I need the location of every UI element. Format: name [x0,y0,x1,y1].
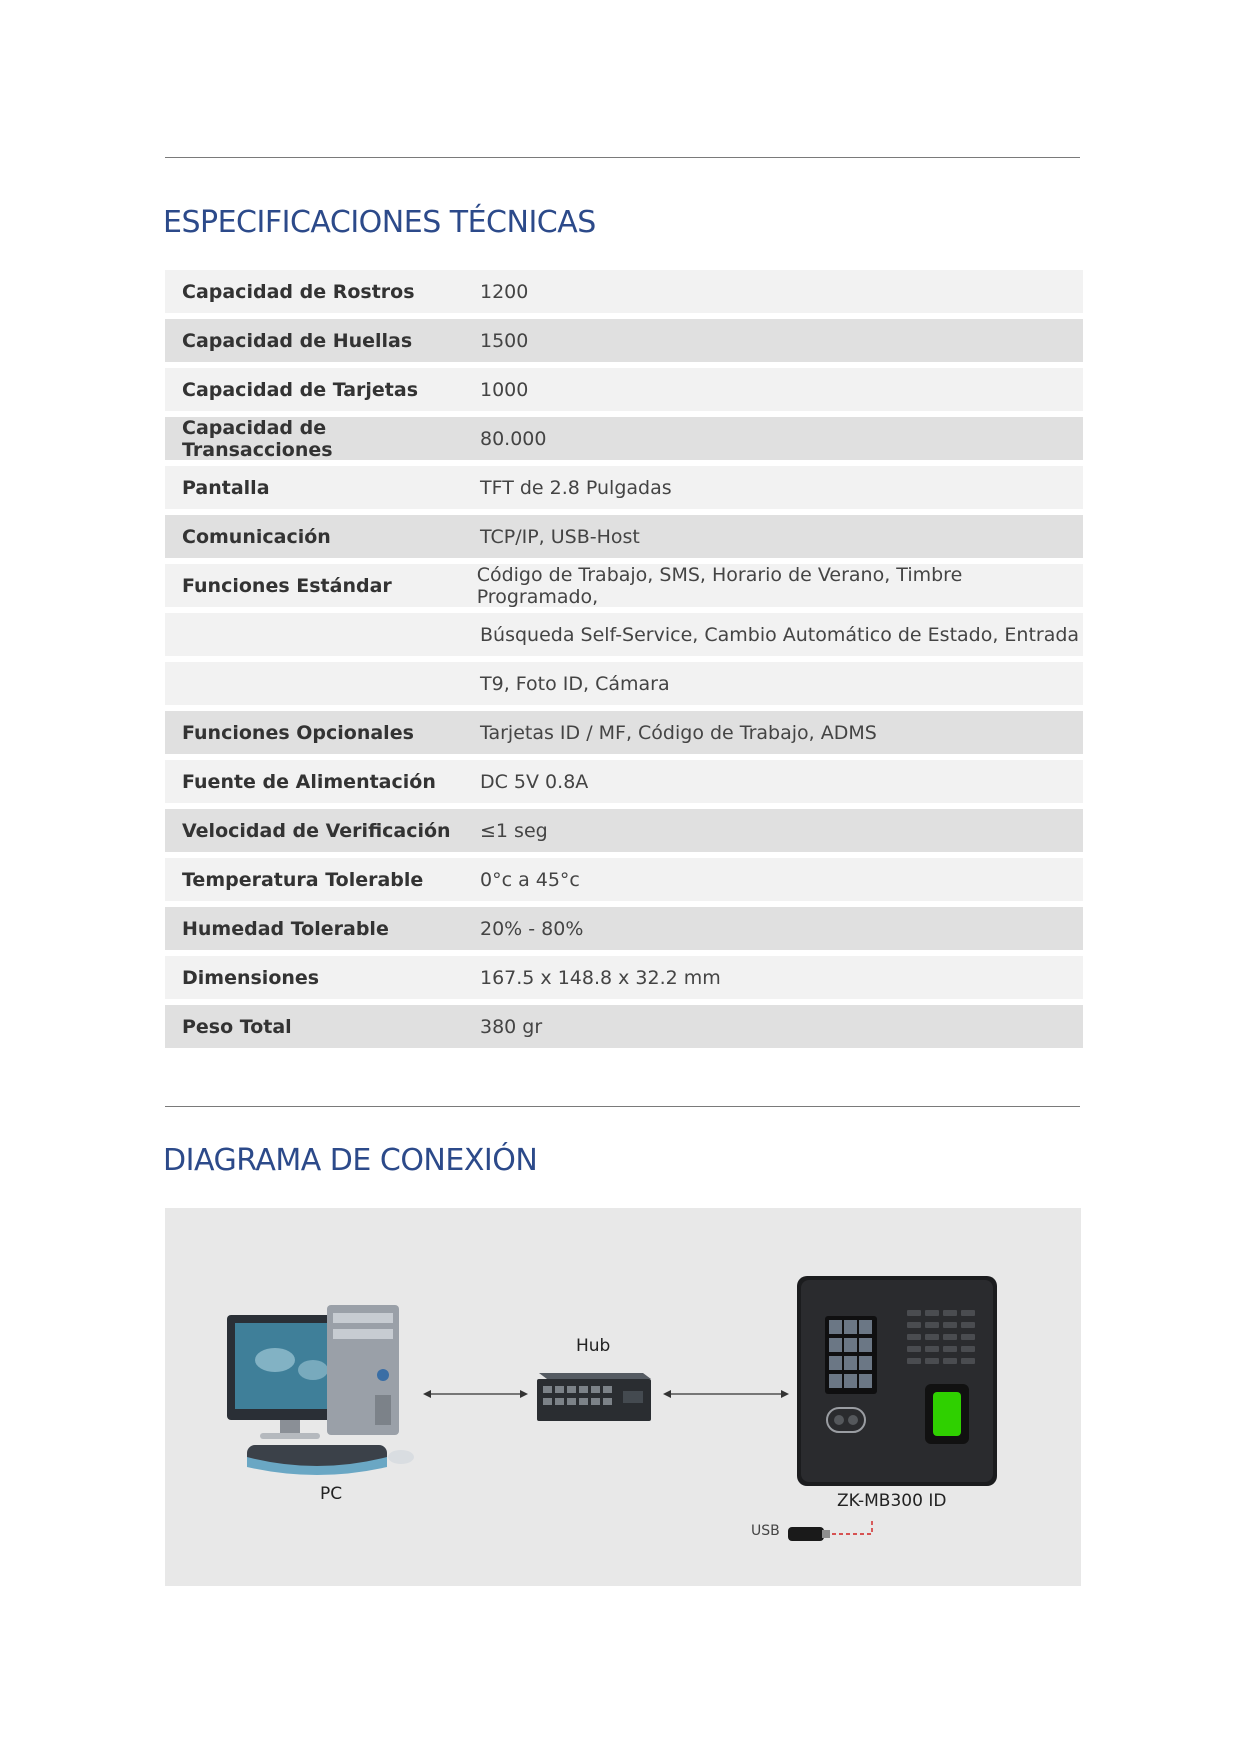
pc-icon [225,1305,415,1485]
usb-stick-icon [786,1517,896,1545]
spec-row [165,564,1083,607]
specs-table [165,270,1083,1054]
pc-label: PC [320,1484,343,1504]
spec-value: Búsqueda Self-Service, Cambio Automático de Estado, Entrada [480,623,1080,646]
top-divider [165,157,1080,158]
hub-label: Hub [576,1336,611,1356]
spec-label: Velocidad de Verificación [182,819,451,842]
spec-value: TFT de 2.8 Pulgadas [480,476,672,499]
spec-row [165,417,1083,460]
terminal-icon [795,1274,1000,1489]
spec-value: 1000 [480,378,529,401]
spec-row [165,907,1083,950]
spec-row [165,809,1083,852]
specs-title: ESPECIFICACIONES TÉCNICAS [163,205,596,240]
spec-row [165,760,1083,803]
spec-value: 1500 [480,329,529,352]
spec-label: Funciones Estándar [182,574,392,597]
spec-label: Temperatura Tolerable [182,868,424,891]
usb-label: USB [751,1523,780,1539]
spec-row [165,319,1083,362]
spec-label: Capacidad de Transacciones [182,416,333,461]
spec-row [165,1005,1083,1048]
spec-value: 80.000 [480,427,547,450]
hub-icon [533,1365,653,1423]
spec-label: Funciones Opcionales [182,721,414,744]
spec-label: Humedad Tolerable [182,917,389,940]
spec-label: Capacidad de Tarjetas [182,378,419,401]
spec-value: 167.5 x 148.8 x 32.2 mm [480,966,721,989]
connection-diagram [165,1208,1081,1586]
spec-value: 380 gr [480,1015,543,1038]
connection-arrow [423,1388,528,1400]
spec-row [165,270,1083,313]
connection-arrow [663,1388,789,1400]
spec-value: TCP/IP, USB-Host [480,525,640,548]
spec-value: Tarjetas ID / MF, Código de Trabajo, ADMS [480,721,877,744]
spec-row [165,613,1083,656]
spec-label: Peso Total [182,1015,292,1038]
spec-label: Comunicación [182,525,331,548]
spec-row [165,368,1083,411]
spec-row [165,466,1083,509]
spec-label: Pantalla [182,476,270,499]
device-label: ZK-MB300 ID [837,1491,947,1511]
spec-value: T9, Foto ID, Cámara [480,672,670,695]
middle-divider [165,1106,1080,1107]
spec-value: 0°c a 45°c [480,868,580,891]
spec-row [165,662,1083,705]
spec-value: DC 5V 0.8A [480,770,589,793]
spec-row [165,515,1083,558]
spec-value: 20% - 80% [480,917,584,940]
spec-row [165,711,1083,754]
spec-value: Código de Trabajo, SMS, Horario de Verano, Timbre Programado, [476,563,963,608]
diagram-title: DIAGRAMA DE CONEXIÓN [163,1143,538,1178]
spec-label: Fuente de Alimentación [182,770,436,793]
spec-row [165,858,1083,901]
spec-value: ≤1 seg [480,819,548,842]
spec-value: 1200 [480,280,529,303]
spec-label: Capacidad de Rostros [182,280,415,303]
spec-label: Dimensiones [182,966,320,989]
spec-label: Capacidad de Huellas [182,329,413,352]
spec-row [165,956,1083,999]
